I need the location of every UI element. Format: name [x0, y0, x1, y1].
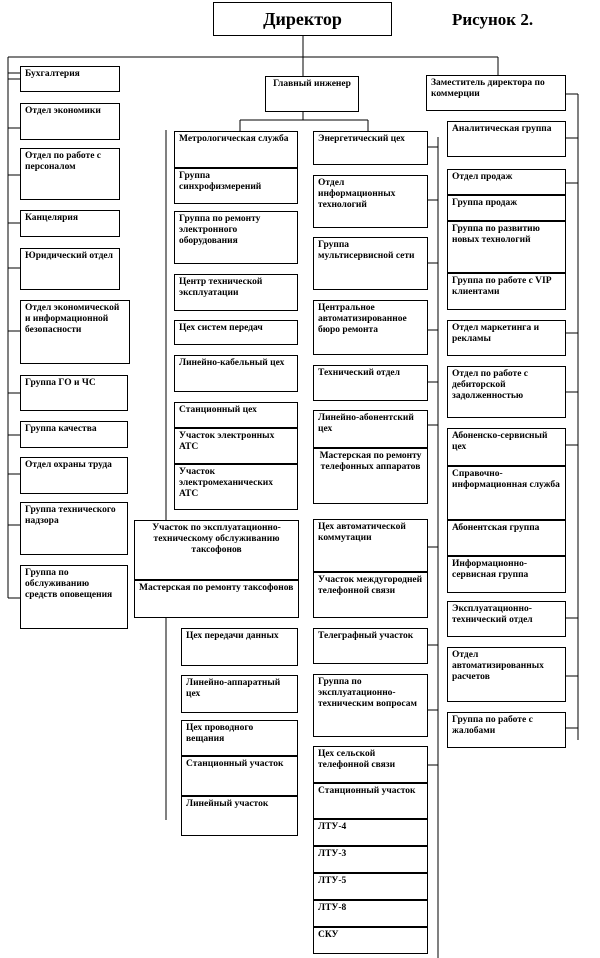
- node-electronics-repair: Группа по ремонту электронного оборудования: [174, 211, 298, 264]
- node-ltu-4: ЛТУ-4: [313, 819, 428, 846]
- node-line-cable: Линейно-кабельный цех: [174, 355, 298, 392]
- node-commerce-deputy: Заместитель директора по коммерции: [426, 75, 566, 111]
- node-sku: СКУ: [313, 927, 428, 954]
- node-line-hardware: Линейно-аппаратный цех: [181, 675, 298, 713]
- node-payphone-section: Участок по эксплуатационно-техническому обслуживанию таксофонов: [134, 520, 299, 580]
- node-multiservice-network: Группа мультисервисной сети: [313, 237, 428, 290]
- node-line-section: Линейный участок: [181, 796, 298, 836]
- node-tech-supervision: Группа технического надзора: [20, 502, 128, 555]
- node-security: Отдел экономической и информационной безопасности: [20, 300, 130, 364]
- node-accounting: Бухгалтерия: [20, 66, 120, 92]
- node-labor-safety: Отдел охраны труда: [20, 457, 128, 494]
- director-box: Директор: [213, 2, 392, 36]
- node-analytics: Аналитическая группа: [447, 121, 566, 157]
- node-line-subscriber: Линейно-абонентский цех: [313, 410, 428, 448]
- node-station-shop: Станционный цех: [174, 402, 298, 428]
- node-transmission-systems: Цех систем передач: [174, 320, 298, 345]
- node-rural-station: Станционный участок: [313, 783, 428, 819]
- node-telegraph: Телеграфный участок: [313, 628, 428, 664]
- node-quality: Группа качества: [20, 421, 128, 448]
- node-info-service-group: Информационно-сервисная группа: [447, 556, 566, 593]
- node-sales-department: Отдел продаж: [447, 169, 566, 195]
- node-metrology-service: Метрологическая служба: [174, 131, 298, 168]
- node-it-department: Отдел информационных технологий: [313, 175, 428, 228]
- node-phone-repair: Мастерская по ремонту телефонных аппаратов: [313, 448, 428, 504]
- node-repair-bureau: Центральное автоматизированное бюро ремонта: [313, 300, 428, 355]
- node-operational-issues: Группа по эксплуатационно-техническим вопросам: [313, 674, 428, 737]
- node-auto-switching: Цех автоматической коммутации: [313, 519, 428, 572]
- node-new-tech: Группа по развитию новых технологий: [447, 221, 566, 273]
- node-vip-clients: Группа по работе с VIP клиентами: [447, 273, 566, 310]
- node-ltu-5: ЛТУ-5: [313, 873, 428, 900]
- node-subscriber-service: Абоненско-сервисный цех: [447, 428, 566, 466]
- node-office: Канцелярия: [20, 210, 120, 237]
- node-energy-shop: Энергетический цех: [313, 131, 428, 165]
- node-subscriber-group: Абонентская группа: [447, 520, 566, 556]
- node-electronic-ats: Участок электронных АТС: [174, 428, 298, 464]
- node-chief-engineer: Главный инженер: [265, 76, 359, 112]
- figure-caption: Рисунок 2.: [452, 10, 534, 29]
- node-sales-group: Группа продаж: [447, 195, 566, 221]
- node-rural-phone: Цех сельской телефонной связи: [313, 746, 428, 783]
- node-warning-means: Группа по обслуживанию средств оповещения: [20, 565, 128, 629]
- node-legal: Юридический отдел: [20, 248, 120, 290]
- node-operations-department: Эксплуатационно-технический отдел: [447, 601, 566, 637]
- node-economics: Отдел экономики: [20, 103, 120, 140]
- node-broadcast-station: Станционный участок: [181, 756, 298, 796]
- node-receivables: Отдел по работе с дебиторской задолженностью: [447, 366, 566, 418]
- node-marketing: Отдел маркетинга и рекламы: [447, 320, 566, 356]
- node-personnel: Отдел по работе с персоналом: [20, 148, 120, 200]
- node-sync-measurements: Группа синхрофизмерений: [174, 168, 298, 204]
- node-auto-payments: Отдел автоматизированных расчетов: [447, 647, 566, 702]
- node-payphone-repair: Мастерская по ремонту таксофонов: [134, 580, 299, 618]
- node-data-transmission: Цех передачи данных: [181, 628, 298, 666]
- node-complaints: Группа по работе с жалобами: [447, 712, 566, 748]
- node-technical-department: Технический отдел: [313, 365, 428, 401]
- node-tech-operation-center: Центр технической эксплуатации: [174, 274, 298, 311]
- node-civil-defence: Группа ГО и ЧС: [20, 375, 128, 411]
- node-ltu-3: ЛТУ-3: [313, 846, 428, 873]
- node-ltu-8: ЛТУ-8: [313, 900, 428, 927]
- node-electromechanical-ats: Участок электромеханических АТС: [174, 464, 298, 510]
- node-wire-broadcast: Цех проводного вещания: [181, 720, 298, 756]
- node-info-service: Справочно-информационная служба: [447, 466, 566, 520]
- node-long-distance: Участок междугородней телефонной связи: [313, 572, 428, 618]
